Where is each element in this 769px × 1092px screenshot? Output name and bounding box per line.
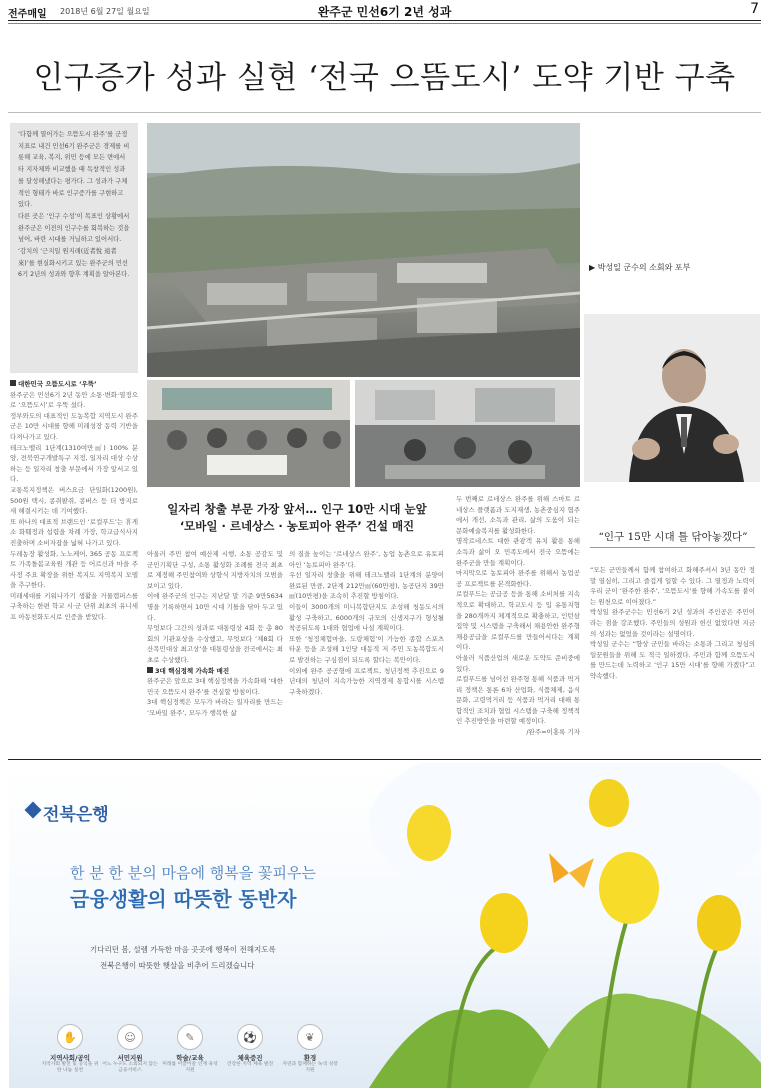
ad-headline-1: 한 분 한 분의 마음에 행복을 꽃피우는 — [70, 864, 316, 882]
book-icon: ✎ — [177, 1024, 203, 1050]
body-paragraph: 3대 핵심정책은 모두가 바라는 일자리를 만드는 ‘모바일 완주’, 모두가 행복한 삶 — [147, 698, 283, 717]
ad-item-community: ✋ 지역사회/공익 지역사회 발전 및 공익을 위한 나눔 실천 — [40, 1024, 100, 1074]
sport-icon: ⚽ — [237, 1024, 263, 1050]
people-icon: ☺ — [117, 1024, 143, 1050]
section-heading: 3대 핵심정책 가속화 매진 — [147, 666, 283, 677]
body-paragraph: 박성일 완주군수는 민선6기 2년 성과의 주인공은 주민이라는 점을 강조했다. 주민들의 성원과 헌신 없었다면 지금의 성과는 없었을 것이라는 설명이다. — [590, 608, 755, 638]
body-paragraph: 정부와도의 대표적인 도농복합 지역도시 완주군은 10만 시대를 향해 미래성장 동력 기반을 다져나가고 있다. — [10, 411, 138, 441]
portrait-photo — [584, 314, 760, 482]
lead-paragraph: ‘감치의 ‘근지일 원지래(近者悅 遠者來)’를 현실화시키고 있는 완주군의 민선6기 2년의 성과와 향후 계획을 알아본다. — [18, 248, 130, 279]
headline-rule — [8, 112, 761, 113]
ad-item-support: ☺ 서민지원 어느 누구도 소외되지 않는 금융서비스 — [100, 1024, 160, 1074]
body-paragraph: 테크노밸리 1단계(1310여만㎡) 100% 분양, 전북연구개발특구 지정, 일자리 대상 수상하는 등 일자리 창출 부문에서 가장 앞서고 있다. — [10, 443, 138, 484]
body-paragraph: 두레농장 활성화, 노노케어, 365 공동 프로젝트 가족돌봄교육원 개관 등 어르신과 마을 주 사정 주요 확장을 위한 복지도 지역복지 모델을 추구한다. — [10, 549, 138, 590]
aerial-photo-art — [147, 123, 580, 377]
body-paragraph: 마지막으로 농토피아 완주를 위해서 농업공공 프로젝트를 본격화한다. — [456, 569, 580, 588]
portrait-caption: ▶ 박성일 군수의 소회와 포부 — [589, 263, 691, 272]
article-column-1 — [10, 379, 138, 623]
bank-logo-text: 전북은행 — [43, 805, 109, 825]
body-paragraph: 또 하나의 대표적 브랜드인 ‘로컬푸드’는 휴게소 화훼정과 섭렵을 차례 가장, 학교급식사지 진출하며 소비자잡을 넓혀 나가고 있다. — [10, 517, 138, 547]
top-rule-thin — [8, 23, 761, 24]
byline: /완주=이홍록 기자 — [526, 728, 580, 737]
newspaper-name: 전주매일 — [8, 9, 47, 20]
quote-rule — [590, 547, 755, 548]
issue-date: 2018년 6월 27일 월요일 — [60, 7, 150, 16]
body-paragraph: 이외에 완주 공공형에 프로젝트, 청년정책 추진으로 9년대의 청년이 지속가능한 지역경제 통합시를 시스템 구축하겠다. — [289, 666, 444, 696]
section-marker-icon — [10, 380, 16, 386]
body-paragraph: 명작르네스트 대한 관광객 유치 활용 통해 소득과 삶이 오 민족도에서 전국 으뜸에는 완주군을 만들 계획이다. — [456, 537, 580, 567]
award-photo-art — [147, 380, 350, 487]
ad-item-education: ✎ 학술/교육 미래를 이끌어갈 인재 육성 지원 — [160, 1024, 220, 1074]
page-number: 7 — [750, 1, 759, 17]
article-column-2 — [147, 549, 283, 719]
subheadline-line: 일자리 창출 부문 가장 앞서… 인구 10만 시대 눈앞 — [167, 502, 427, 516]
ad-item-environment: ❦ 환경 자연과 함께하는 녹색 성장 지원 — [280, 1024, 340, 1074]
ad-icon-row — [40, 1024, 340, 1080]
subheadline-line: ‘모바일 · 르네상스 · 농토피아 완주’ 건설 매진 — [179, 519, 415, 533]
article-column-5 — [590, 565, 755, 682]
section-title: 완주군 민선6기 2년 성과 — [317, 5, 452, 19]
pull-quote: “인구 15만 시대 틀 닦아놓겠다” — [598, 531, 748, 543]
main-headline: 인구증가 성과 실현 ‘전국 으뜸도시’ 도약 기반 구축 — [33, 60, 736, 96]
article-bottom-rule — [8, 759, 761, 760]
office-photo — [355, 380, 580, 487]
article-column-3 — [289, 549, 444, 697]
body-paragraph: 로컬푸드는 공급공 등을 통해 소비처를 지속적으로 확대하고, 학교도시 등 입 유통지형을 280개까지 체계적으로 확충하고, 인턴삼 집약 및 시스템을 구축해서 채용안한 완주형 채용공급을 로컬푸드를 만들어서다는 계획이다. — [456, 590, 580, 652]
section-marker-icon — [147, 667, 153, 673]
body-paragraph: 완주군은 앞으로 3대 핵심정책을 가속화해 ‘대한민국 으뜸도시 완주’를 견실할 방침이다. — [147, 677, 283, 696]
body-paragraph: 미래세대를 키워나가기 생활을 거물캠퍼스를 구축하는 한편 학교 시·군 단위 최초의 유니세프 아동친화도시로 인증을 받았다. — [10, 591, 138, 622]
lead-paragraph: 다른 곳은 ‘인구 수성’이 목표인 상황에서 완주군은 이전의 인구수를 회복하는 것을 넘어, 바란 시대를 거닐하고 있어서다. — [18, 212, 130, 244]
body-paragraph: 무엇보다 그간의 성과로 대통령상 4회 등 총 80회의 기관포상을 수상했고, 무엇보다 ‘제8회 다산목민대상 최고상’을 대통령상을 전국에서는 최초로 수상했다. — [147, 624, 283, 664]
body-paragraph: 아울러 주민 참여 예산제 시행, 소통 공감도 및 군민기획단 구성, 소통 활성화 조례를 전국 최초로 제정해 주민참여와 상향식 지방자치의 모범을 보이고 있다. — [147, 550, 283, 590]
body-paragraph: 두 번째로 르네상스 완주를 위해 스마트 르네상스 플랫폼과 도지재생, 농촌중심지 협주에서 개선, 소독과 관리, 삶의 도움이 되는 문화예술복지를 활성화한다. — [456, 495, 580, 535]
portrait-art — [584, 314, 760, 482]
aerial-photo — [147, 123, 580, 377]
subheadline — [147, 501, 447, 535]
lead-box — [10, 123, 138, 373]
leaf-icon: ❦ — [297, 1024, 323, 1050]
body-paragraph: “모든 군민들께서 함께 참여하고 화해주셔서 3년 동안 정말 열심히, 그리고 즐겁게 일할 수 있다. 그 열정과 노력이 우리 군이 ‘완주한 완주’, ‘으뜸도시’를 향해 가속도를 붙이는 원천으로 이어졌다.” — [590, 566, 755, 606]
body-paragraph: 교통복지정책은 버스요금 단일화(1200원), 500원 택시, 콩쥐팥쥐, 콩버스 등 더 방지로 새 해결시키는 데 기여했다. — [10, 485, 138, 516]
body-paragraph: 박성일 군수는 “향상 군민들 바라는 소통과 그리고 청심의 일꾼원들을 위해 도 적극 일하겠다. 주민과 함께 으뜸도시를 만드는데 노력하고 ‘인구 15만 시대’를 향해 가겠다”고 약속했다. — [590, 640, 755, 680]
award-photo — [147, 380, 350, 487]
ad-headline-2: 금융생활의 따뜻한 동반자 — [70, 887, 297, 911]
body-paragraph: 우선 일자리 창출을 위해 테크노밸리 1단계의 분양이 완료된 만큼, 2단계 212만㎡(60만평), 농공단지 39만㎡(10만평)을 조속히 추진할 방침이다. — [289, 571, 444, 601]
body-paragraph: 이들이 3000개의 미니복합단지도 조성해 청동도시의 활성 구축하고, 6000개의 규모의 신생지구가 형성될 착공뒤도록 1대와 협업에 나설 계획이다. — [289, 602, 444, 633]
lead-paragraph: ‘다함께 열어가는 으뜸도시 완주’를 군정지표로 내건 민선6기 완주군은 경제를 비롯해 교육, 복지, 위민 등에 모든 면에서 타 지자체와 비교했을 때 독창적인 성과를 달성해냈다는 평가다. 그 성과가 구체적인 형태가 바로 인구증가를 구현하고 있다. — [18, 131, 130, 209]
office-photo-art — [355, 380, 580, 487]
body-paragraph: 로컬푸드를 넘어선 완주형 통해 식품과 먹거리 정책은 통론 6차 산업화, 식품체제, 음식문화, 고령먹거리 등 식품과 먹거리 대해 통합적인 조치과 협업 시스템을 구축해 정책적인 추진방안을 마련할 예정이다. — [456, 675, 580, 726]
ad-item-sports: ⚽ 체육증진 건강한 지역 체육 발전 — [220, 1024, 280, 1068]
body-paragraph: 또한 ‘청정체험마을, 도랑체험’이 가능한 종합 스포츠 타운 등을 조성해 1인당 대동적 저 주민 도농복합도시로 발전하는 구심점이 되도록 할다는 복안이다. — [289, 634, 444, 664]
section-heading: 대한민국 으뜸도시로 ‘우뚝’ — [10, 379, 138, 390]
body-paragraph: 완주군은 민선6기 2년 동안 소통·변화·열정으로 ‘으뜸도시’로 우뚝 섰다. — [10, 390, 138, 410]
body-paragraph: 의 질을 높이는 ‘르네상스 완주’, 농업 농촌으로 유토피아인 ‘농토피아 완주’다. — [289, 550, 444, 569]
portrait-caption-text: 박성일 군수의 소회와 포부 — [597, 263, 691, 272]
ad-subtext-1: 기다리던 봄, 설렘 가득한 마음 곳곳에 행복이 전해지도록 — [90, 945, 276, 954]
article-column-4 — [456, 494, 580, 738]
body-paragraph: 이에 완주군의 인구는 지난달 말 기준 9만5634명을 기록하면서 10만 시대 기틀을 닦아 두고 있다. — [147, 592, 283, 622]
top-rule — [8, 20, 761, 21]
hands-icon: ✋ — [57, 1024, 83, 1050]
ad-subtext-2: 전북은행이 따뜻한 햇살을 비추어 드리겠습니다 — [100, 961, 255, 970]
body-paragraph: 아울러 식품산업의 새로운 도약도 준비중에 있다. — [456, 653, 580, 673]
